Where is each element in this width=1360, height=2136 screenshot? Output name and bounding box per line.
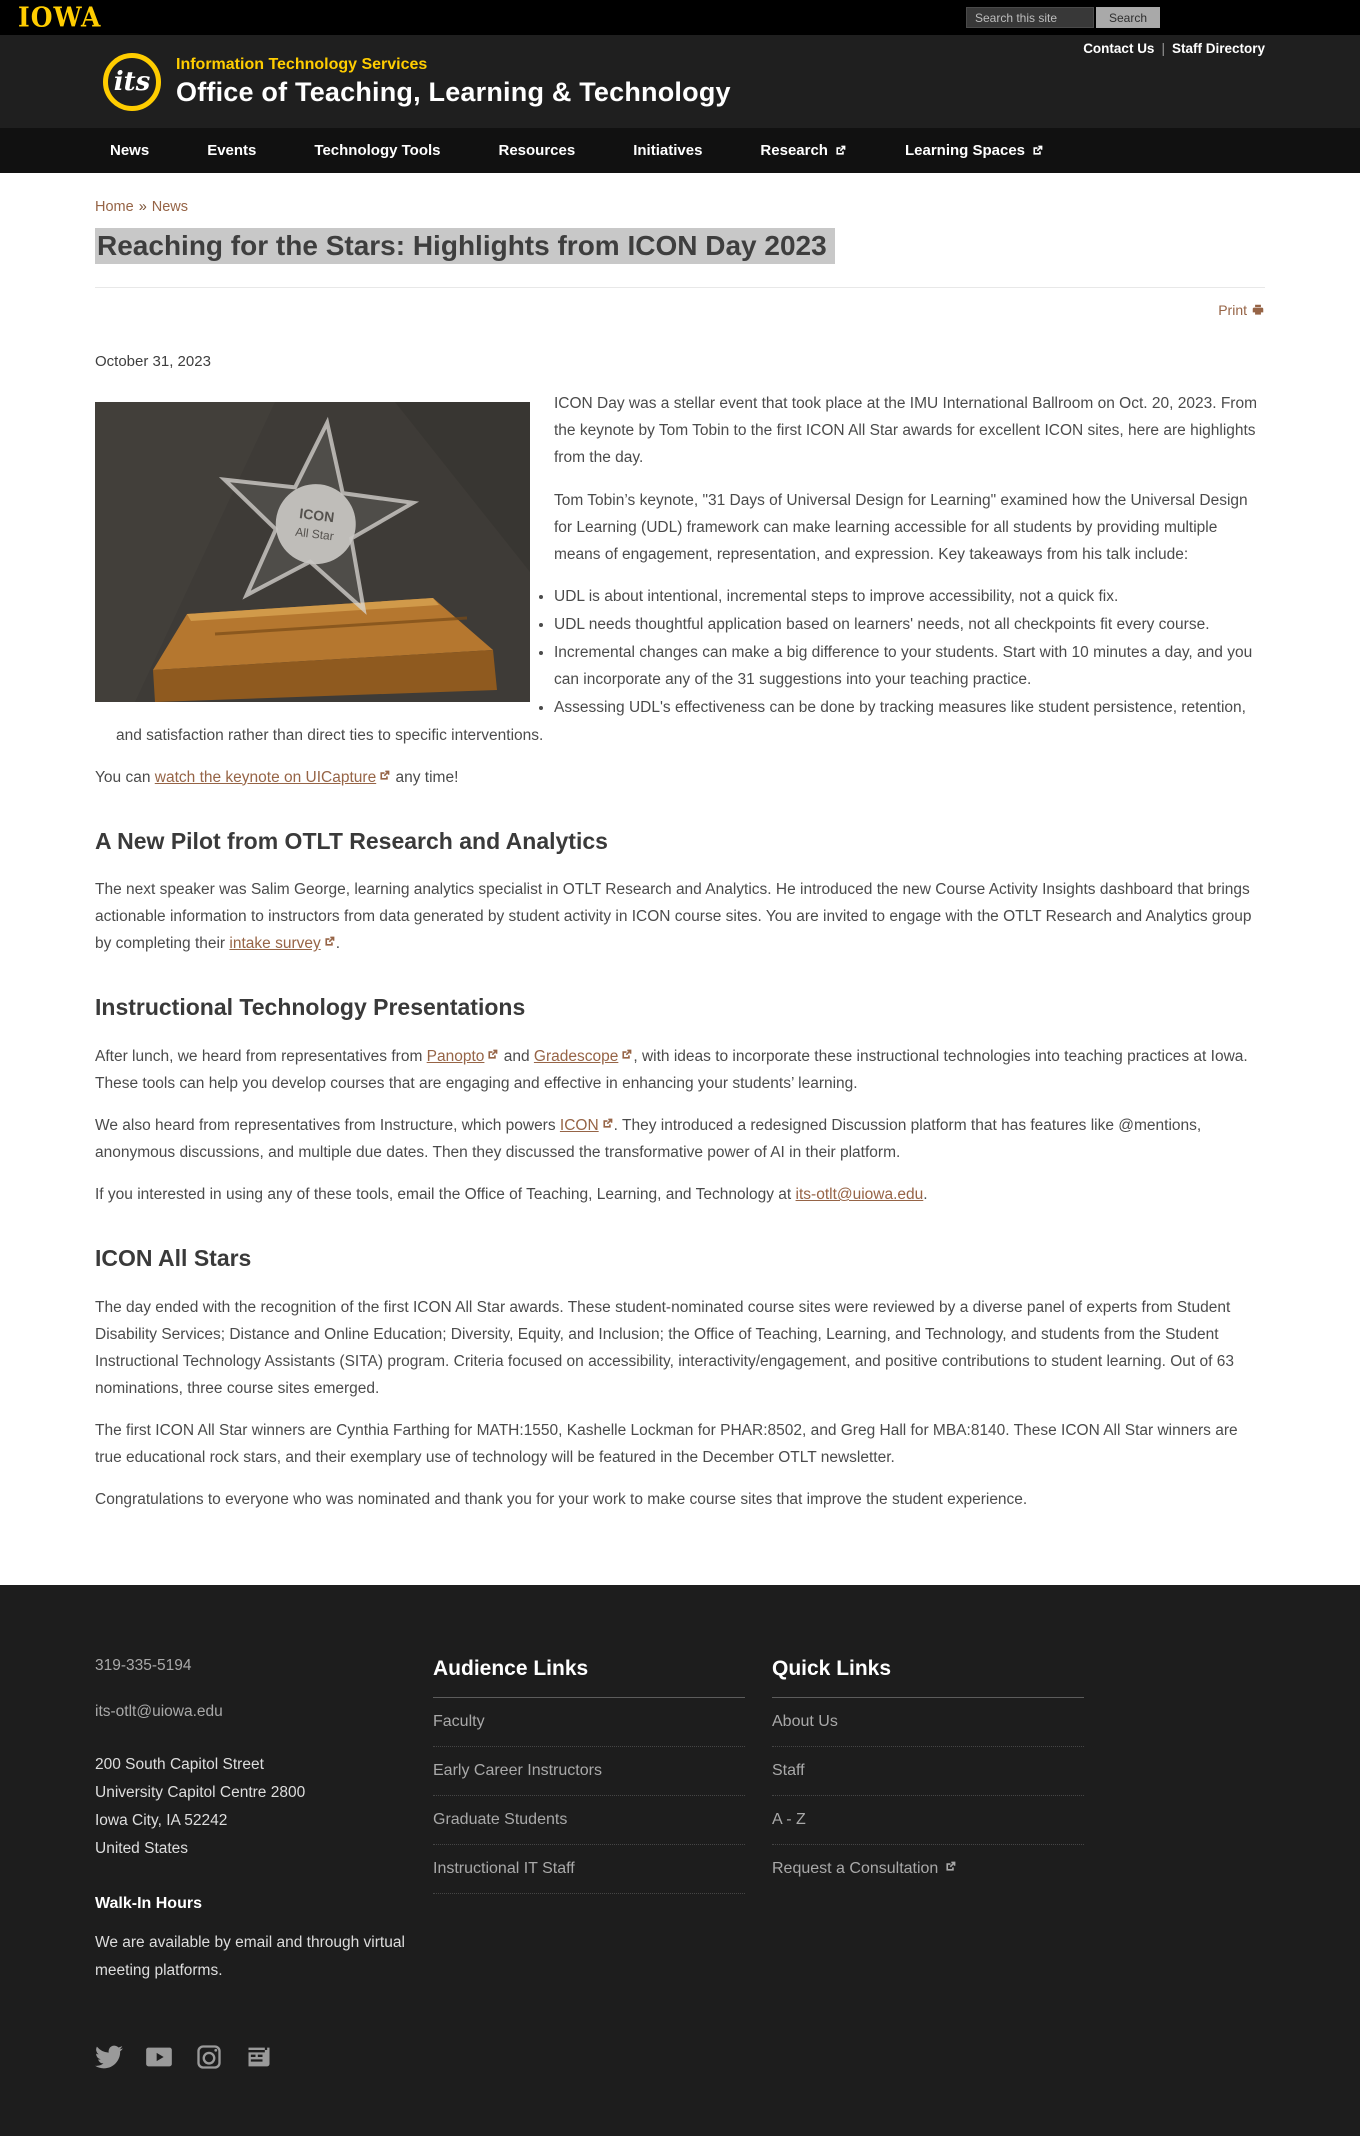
- breadcrumb-separator: »: [138, 199, 147, 215]
- nav-item-research[interactable]: [760, 142, 847, 159]
- list-item: • UDL is about intentional, incremental steps to improve accessibility, not a quick fix.: [116, 583, 1265, 610]
- allstars-paragraph-3: Congratulations to everyone who was nominated and thank you for your work to make course sites that improve the student experience.: [95, 1491, 1028, 1509]
- gradescope-link[interactable]: [534, 1048, 633, 1065]
- panopto-link[interactable]: [427, 1048, 500, 1065]
- main-nav: [0, 128, 1360, 173]
- breadcrumb-news[interactable]: News: [151, 199, 189, 215]
- uicapture-link[interactable]: [155, 769, 391, 786]
- nav-label: Resources: [498, 142, 576, 159]
- section-heading-itp: Instructional Technology Presentations: [95, 994, 526, 1021]
- external-link-icon: [834, 144, 847, 157]
- quick-link-a-z[interactable]: A - Z: [772, 1811, 806, 1829]
- address-line: United States: [95, 1840, 189, 1858]
- text-segment: .: [335, 935, 341, 953]
- twitter-icon[interactable]: [95, 2043, 123, 2076]
- breadcrumb-home[interactable]: Home: [95, 199, 134, 215]
- search-input[interactable]: [966, 7, 1094, 28]
- text-segment: If you interested in using any of these tools, email the Office of Teaching, Learning, and Technology at: [95, 1186, 796, 1204]
- address-line: Iowa City, IA 52242: [95, 1812, 228, 1830]
- link-text: watch the keynote on UICapture: [154, 768, 377, 786]
- watch-keynote-paragraph: [95, 764, 1265, 791]
- department-name: Information Technology Services: [176, 55, 428, 73]
- keynote-paragraph: Tom Tobin’s keynote, "31 Days of Universal Design for Learning" examined how the Universal Design for Learning (UDL) framework can make learning accessible for all students by providing multiple means of engagement, representation, and expression. Key takeaways from his talk include:: [554, 491, 1248, 563]
- link-text: its-otlt@uiowa.edu: [795, 1186, 924, 1204]
- footer-contact-column: [95, 1657, 406, 2075]
- section-heading-allstars: ICON All Stars: [95, 1245, 252, 1272]
- audience-link-early-career[interactable]: Early Career Instructors: [433, 1762, 602, 1780]
- site-identity[interactable]: [176, 56, 731, 108]
- link-text: Panopto: [426, 1047, 485, 1065]
- site-search: [966, 7, 1160, 28]
- link-text: intake survey: [229, 935, 321, 953]
- article-date: October 31, 2023: [95, 352, 211, 370]
- search-button[interactable]: Search: [1096, 7, 1160, 28]
- external-link-icon: [601, 1117, 614, 1130]
- section-heading-pilot: A New Pilot from OTLT Research and Analytics: [95, 827, 608, 854]
- nav-label: Events: [207, 142, 257, 159]
- header-utility-links: [1083, 41, 1265, 56]
- text-segment: The next speaker was Salim George, learning analytics specialist in OTLT Research and Analytics. He introduced the new Course Activity Insights dashboard that brings actionable information to instructors from data generated by student activity in ICON course sites. You are invited to engage with the OTLT Research and Analytics group by completing their: [95, 881, 1252, 953]
- nav-label: Initiatives: [633, 142, 703, 159]
- text-segment: any time!: [391, 768, 459, 786]
- print-label: Print: [1218, 302, 1247, 319]
- quick-link-about-us[interactable]: About Us: [772, 1713, 838, 1731]
- staff-directory-link[interactable]: Staff Directory: [1171, 41, 1265, 56]
- site-header: [0, 35, 1360, 128]
- its-logo[interactable]: its: [103, 53, 161, 111]
- link-text: Request a Consultation: [772, 1860, 939, 1878]
- text-segment: We also heard from representatives from Instructure, which powers: [95, 1116, 560, 1134]
- nav-label: Technology Tools: [314, 142, 441, 159]
- external-link-icon: [486, 1048, 499, 1061]
- audience-link-graduate-students[interactable]: Graduate Students: [433, 1811, 568, 1829]
- list-item: • Assessing UDL's effectiveness can be done by tracking measures like student persistence, retention, and satisfaction rather than direct ties to specific interventions.: [116, 694, 1265, 748]
- itp-paragraph-2: [95, 1112, 1265, 1166]
- nav-item-resources[interactable]: [499, 142, 576, 159]
- footer-audience-column: [433, 1657, 745, 2075]
- svg-text:ICON: ICON: [298, 505, 336, 526]
- newsletter-icon[interactable]: [245, 2043, 273, 2076]
- audience-links-list: [433, 1698, 745, 1894]
- pilot-paragraph: [95, 876, 1265, 957]
- pipe-divider: |: [1161, 41, 1165, 56]
- site-footer: [0, 1585, 1360, 2135]
- iowa-logo[interactable]: IOWA: [18, 1, 102, 34]
- audience-link-faculty[interactable]: Faculty: [433, 1713, 485, 1731]
- list-item: • UDL needs thoughtful application based on learners' needs, not all checkpoints fit every course.: [116, 611, 1265, 638]
- site-name: Office of Teaching, Learning & Technology: [176, 76, 731, 107]
- allstars-paragraph-2: The first ICON All Star winners are Cynthia Farthing for MATH:1550, Kashelle Lockman for PHAR:8502, and Greg Hall for MBA:8140. These ICON All Star winners are true educational rock stars, and their exemplary use of technology will be featured in the December OTLT newsletter.: [95, 1422, 1238, 1467]
- intro-paragraph: ICON Day was a stellar event that took place at the IMU International Ballroom on Oct. 20, 2023. From the keynote by Tom Tobin to the first ICON All Star awards for excellent ICON sites, here are highlights from the day.: [554, 395, 1257, 467]
- youtube-icon[interactable]: [145, 2043, 173, 2076]
- walk-in-hours-title: Walk-In Hours: [95, 1894, 202, 1912]
- allstars-paragraph-1: The day ended with the recognition of the first ICON All Star awards. These student-nominated course sites were reviewed by a diverse panel of experts from Student Disability Services; Distance and Online Education; Diversity, Equity, and Inclusion; the Office of Teaching, Learning, and Technology, and students from the Student Instructional Technology Assistants (SITA) program. Criteria focused on accessibility, interactivity/engagement, and positive contributions to student learning. Out of 63 nominations, three course sites emerged.: [95, 1298, 1234, 1397]
- nav-label: Research: [760, 142, 828, 159]
- icon-link[interactable]: [560, 1117, 614, 1134]
- nav-item-events[interactable]: [207, 142, 256, 159]
- quick-links-list: [772, 1698, 1084, 1893]
- page-content: [95, 173, 1265, 1513]
- footer-email-link[interactable]: its-otlt@uiowa.edu: [95, 1703, 223, 1721]
- nav-label: News: [110, 142, 150, 159]
- title-block: [95, 195, 1265, 288]
- printer-icon: [1251, 303, 1265, 317]
- address-line: University Capitol Centre 2800: [95, 1784, 306, 1802]
- external-link-icon: [1031, 144, 1044, 157]
- quick-link-staff[interactable]: Staff: [772, 1762, 805, 1780]
- walk-in-hours-text: We are available by email and through virtual meeting platforms.: [95, 1933, 405, 1979]
- link-text: Gradescope: [533, 1047, 619, 1065]
- audience-link-instructional-it-staff[interactable]: Instructional IT Staff: [433, 1860, 575, 1878]
- itp-paragraph-3: [95, 1181, 1265, 1208]
- nav-item-initiatives[interactable]: [633, 142, 702, 159]
- text-segment: and: [499, 1047, 534, 1065]
- intake-survey-link[interactable]: [229, 935, 335, 952]
- footer-quick-column: [772, 1657, 1084, 2075]
- breadcrumb: [95, 195, 1265, 220]
- article-body: [95, 390, 1265, 1513]
- contact-us-link[interactable]: Contact Us: [1083, 41, 1155, 56]
- link-text: ICON: [559, 1116, 599, 1134]
- nav-item-news[interactable]: [110, 142, 149, 159]
- text-segment: .: [923, 1186, 928, 1204]
- external-link-icon: [944, 1860, 957, 1873]
- social-links: [95, 2043, 406, 2076]
- text-segment: After lunch, we heard from representatives from: [95, 1047, 427, 1065]
- text-segment: . They introduced a redesigned Discussion platform that has features like @mentions, anonymous discussions, and multiple due dates. Then they discussed the transformative power of AI in their platform.: [95, 1116, 1202, 1161]
- itp-paragraph-1: [95, 1043, 1265, 1097]
- print-link[interactable]: [1218, 302, 1265, 318]
- icon-all-star-award-photo: [95, 402, 530, 702]
- footer-phone-link[interactable]: 319-335-5194: [95, 1657, 192, 1675]
- quick-link-request-consultation[interactable]: [772, 1845, 1084, 1893]
- print-row: [95, 298, 1265, 323]
- page-title-text: Reaching for the Stars: Highlights from ICON Day 2023: [95, 228, 835, 264]
- text-segment: You can: [95, 768, 155, 786]
- external-link-icon: [378, 769, 391, 782]
- otlt-email-link[interactable]: [796, 1186, 924, 1203]
- address-line: 200 South Capitol Street: [95, 1756, 264, 1774]
- nav-item-technology-tools[interactable]: [314, 142, 440, 159]
- nav-label: Learning Spaces: [904, 142, 1026, 159]
- list-item: • Incremental changes can make a big difference to your students. Start with 10 minutes a day, and you can incorporate any of the 31 suggestions into your teaching practice.: [116, 639, 1265, 693]
- page-title: [95, 228, 1265, 263]
- top-bar: [0, 0, 1360, 35]
- text-segment: , with ideas to incorporate these instructional technologies into teaching practices at Iowa. These tools can help you develop courses that are engaging and effective in enhancing your students’ learning.: [95, 1047, 1248, 1092]
- footer-address: [95, 1751, 406, 1863]
- svg-text:All Star: All Star: [294, 524, 335, 544]
- instagram-icon[interactable]: [195, 2043, 223, 2076]
- audience-links-title: Audience Links: [433, 1657, 745, 1698]
- nav-item-learning-spaces[interactable]: [905, 142, 1044, 159]
- quick-links-title: Quick Links: [772, 1657, 1084, 1698]
- external-link-icon: [620, 1048, 633, 1061]
- external-link-icon: [323, 935, 336, 948]
